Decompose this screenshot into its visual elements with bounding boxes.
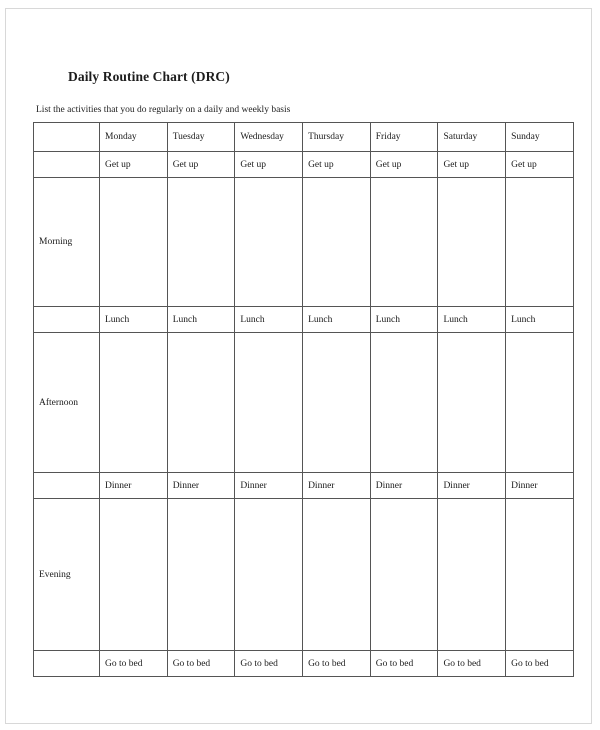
cell-lunch-tuesday[interactable]: Lunch [167,307,235,333]
table-row-dinner [34,473,574,499]
cell-dinner-thursday[interactable]: Dinner [303,473,371,499]
cell-get-up-sunday[interactable]: Get up [506,152,574,178]
table-header-row [34,123,574,152]
cell-afternoon-tuesday[interactable] [167,333,235,473]
cell-evening-tuesday[interactable] [167,499,235,651]
cell-get-up-saturday[interactable]: Get up [438,152,506,178]
cell-dinner-tuesday[interactable]: Dinner [167,473,235,499]
column-header-sunday: Sunday [506,123,574,152]
cell-evening-friday[interactable] [370,499,438,651]
cell-go-to-bed-saturday[interactable]: Go to bed [438,651,506,677]
column-header-monday: Monday [100,123,168,152]
cell-lunch-thursday[interactable]: Lunch [303,307,371,333]
cell-afternoon-friday[interactable] [370,333,438,473]
cell-morning-wednesday[interactable] [235,178,303,307]
cell-evening-saturday[interactable] [438,499,506,651]
cell-afternoon-sunday[interactable] [506,333,574,473]
column-header-friday: Friday [370,123,438,152]
table-row-evening [34,499,574,651]
table-row-go-to-bed [34,651,574,677]
cell-get-up-thursday[interactable]: Get up [303,152,371,178]
column-header-thursday: Thursday [303,123,371,152]
cell-go-to-bed-sunday[interactable]: Go to bed [506,651,574,677]
cell-evening-thursday[interactable] [303,499,371,651]
daily-routine-table [33,122,574,677]
cell-evening-monday[interactable] [100,499,168,651]
cell-afternoon-monday[interactable] [100,333,168,473]
page-title: Daily Routine Chart (DRC) [68,69,230,84]
cell-morning-monday[interactable] [100,178,168,307]
cell-afternoon-thursday[interactable] [303,333,371,473]
cell-dinner-sunday[interactable]: Dinner [506,473,574,499]
cell-morning-thursday[interactable] [303,178,371,307]
cell-lunch-monday[interactable]: Lunch [100,307,168,333]
row-label-dinner [34,473,100,499]
row-label-get-up [34,152,100,178]
cell-lunch-friday[interactable]: Lunch [370,307,438,333]
table-corner-cell [34,123,100,152]
cell-morning-friday[interactable] [370,178,438,307]
table-row-morning [34,178,574,307]
cell-go-to-bed-tuesday[interactable]: Go to bed [167,651,235,677]
cell-afternoon-saturday[interactable] [438,333,506,473]
document-page [5,8,592,724]
table-row-afternoon [34,333,574,473]
cell-lunch-saturday[interactable]: Lunch [438,307,506,333]
cell-go-to-bed-friday[interactable]: Go to bed [370,651,438,677]
row-label-go-to-bed [34,651,100,677]
cell-morning-sunday[interactable] [506,178,574,307]
cell-get-up-monday[interactable]: Get up [100,152,168,178]
cell-evening-sunday[interactable] [506,499,574,651]
row-label-lunch [34,307,100,333]
cell-morning-tuesday[interactable] [167,178,235,307]
cell-dinner-friday[interactable]: Dinner [370,473,438,499]
row-label-morning: Morning [34,178,100,307]
row-label-afternoon: Afternoon [34,333,100,473]
cell-go-to-bed-monday[interactable]: Go to bed [100,651,168,677]
cell-lunch-wednesday[interactable]: Lunch [235,307,303,333]
table-row-lunch [34,307,574,333]
row-label-evening: Evening [34,499,100,651]
cell-go-to-bed-thursday[interactable]: Go to bed [303,651,371,677]
cell-get-up-tuesday[interactable]: Get up [167,152,235,178]
cell-dinner-wednesday[interactable]: Dinner [235,473,303,499]
column-header-saturday: Saturday [438,123,506,152]
cell-get-up-friday[interactable]: Get up [370,152,438,178]
cell-afternoon-wednesday[interactable] [235,333,303,473]
table-row-get-up [34,152,574,178]
cell-evening-wednesday[interactable] [235,499,303,651]
cell-dinner-monday[interactable]: Dinner [100,473,168,499]
cell-lunch-sunday[interactable]: Lunch [506,307,574,333]
cell-get-up-wednesday[interactable]: Get up [235,152,303,178]
cell-dinner-saturday[interactable]: Dinner [438,473,506,499]
column-header-tuesday: Tuesday [167,123,235,152]
cell-morning-saturday[interactable] [438,178,506,307]
cell-go-to-bed-wednesday[interactable]: Go to bed [235,651,303,677]
column-header-wednesday: Wednesday [235,123,303,152]
page-subtitle: List the activities that you do regularly on a daily and weekly basis [36,105,291,115]
